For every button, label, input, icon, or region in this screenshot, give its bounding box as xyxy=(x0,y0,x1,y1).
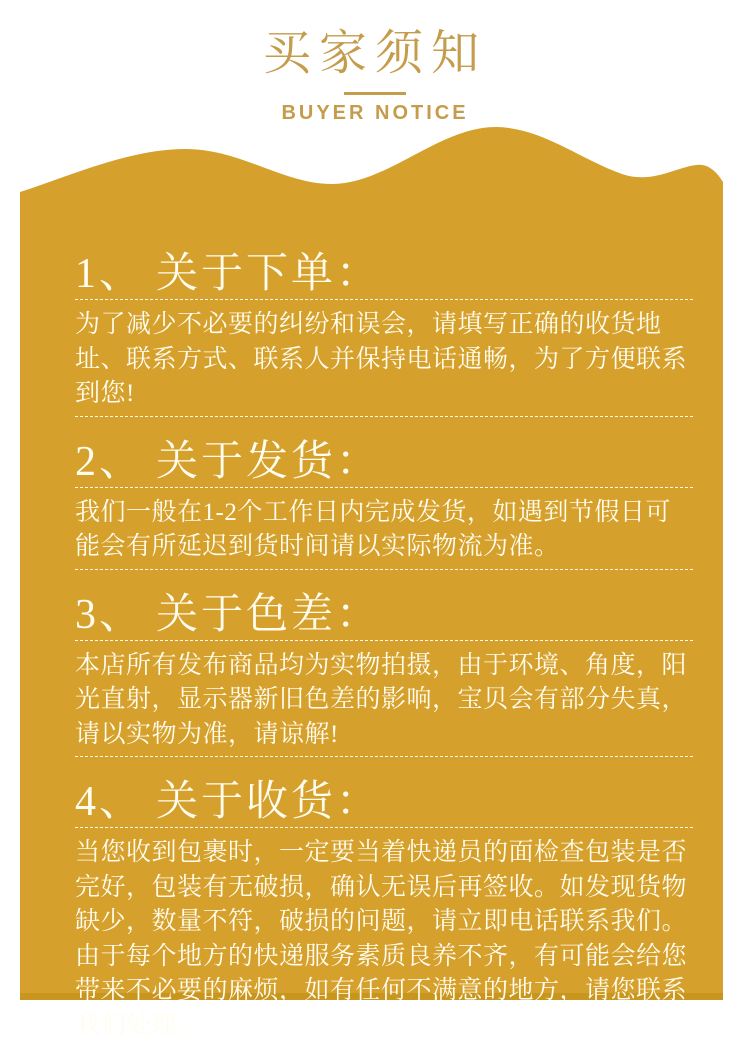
notice-section-shipping xyxy=(75,437,693,570)
dashed-divider xyxy=(75,416,693,417)
dashed-divider xyxy=(75,569,693,570)
page-title: 买家须知 xyxy=(262,27,487,80)
dashed-divider xyxy=(75,640,693,641)
wave-top-edge xyxy=(20,120,723,200)
section-heading xyxy=(75,249,693,299)
section-body: 当您收到包裹时，一定要当着快递员的面检查包装是否完好，包装有无破损，确认无误后再签收。如发现货物缺少，数量不符，破损的问题，请立即电话联系我们。由于每个地方的快递服务素质良养不齐，有可能会给您带来不必要的麻烦，如有任何不满意的地方，请您联系我们处理。 xyxy=(75,839,688,1039)
section-body: 本店所有发布商品均为实物拍摄，由于环境、角度，阳光直射，显示器新旧色差的影响，宝贝会有部分失真，请以实物为准，请谅解! xyxy=(75,651,688,748)
dashed-divider xyxy=(75,487,693,488)
title-divider-line xyxy=(344,92,406,95)
section-title: 关于下单： xyxy=(156,251,382,297)
notice-section-receiving xyxy=(75,777,693,1048)
section-title: 关于发货： xyxy=(156,438,382,485)
dashed-divider xyxy=(75,827,693,828)
notice-content xyxy=(20,199,723,1039)
section-heading xyxy=(75,590,693,640)
dashed-divider xyxy=(75,756,693,757)
section-heading xyxy=(75,437,693,487)
section-heading xyxy=(75,777,693,827)
page-header xyxy=(0,0,750,124)
notice-section-order xyxy=(75,249,693,417)
section-title: 关于色差： xyxy=(156,591,382,638)
section-number: 2、 xyxy=(75,438,145,485)
dashed-divider xyxy=(75,299,693,300)
section-number: 4、 xyxy=(75,779,145,825)
section-number: 3、 xyxy=(75,591,145,638)
page-subtitle: BUYER NOTICE xyxy=(281,102,469,124)
gold-panel xyxy=(20,120,723,1039)
notice-section-color xyxy=(75,590,693,758)
section-title: 关于收货： xyxy=(156,779,382,825)
section-body: 我们一般在1-2个工作日内完成发货，如遇到节假日可能会有所延迟到货时间请以实际物流为准。 xyxy=(75,498,671,560)
dashed-divider xyxy=(75,1047,693,1048)
section-body: 为了减少不必要的纠纷和误会，请填写正确的收货地址、联系方式、联系人并保持电话通畅，为了方便联系到您! xyxy=(75,311,688,407)
section-number: 1、 xyxy=(75,251,145,297)
